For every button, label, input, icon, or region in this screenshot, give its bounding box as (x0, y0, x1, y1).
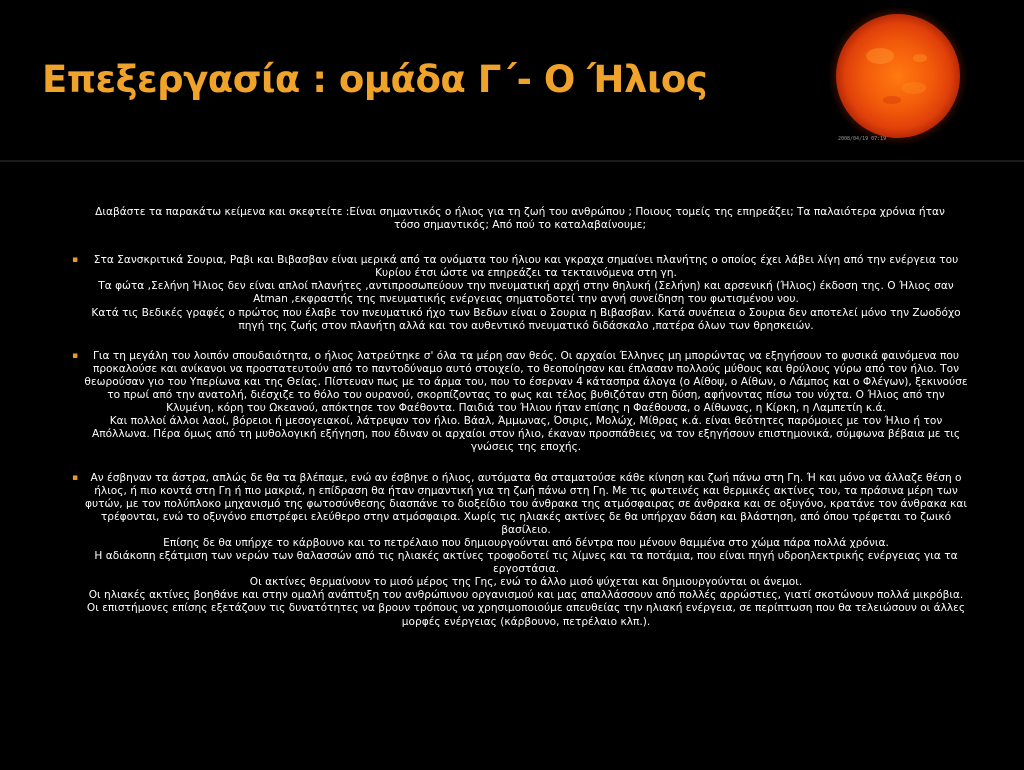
bullet-item (72, 254, 968, 333)
slide-content (72, 206, 968, 646)
slide-title: Επεξεργασία : ομάδα Γ΄- Ο Ήλιος (42, 58, 708, 101)
intro-paragraph: Διαβάστε τα παρακάτω κείμενα και σκεφτείτε :Είναι σημαντικός ο ήλιος για τη ζωή του ανθρώπου ; Ποιους τομείς της επηρεάζει; Τα παλαιότερα χρόνια ήταν τόσο σημαντικός; Από πού το καταλαβαίνουμε; (95, 206, 945, 232)
bullet-paragraph: Για τη μεγάλη του λοιπόν σπουδαιότητα, ο ήλιος λατρεύτηκε σ' όλα τα μέρη σαν θεός. Οι αρχαίοι Έλληνες μη μπορώντας να εξηγήσουν το φυσικά φαινόμενα που προκαλούσε και ανίκανοι να προστατευτούν από το παντοδύναμο αυτό στοιχείο, το θεοποίησαν και έπλασαν πολλούς μύθους και θρύλους γύρω από τον ήλιο. Τον θεωρούσαν γιο του Υπερίωνα και της Θείας. Πίστευαν πως με το άρμα του, που το έσερναν 4 κάτασπρα άλογα (ο Αίθοψ, ο Αίθων, ο Λάμπος και ο Φλέγων), ξεκινούσε το πρωί από την ανατολή, διέσχιζε το θόλο του ουρανού, σκορπίζοντας το φως και τέλος βυθιζόταν στη δύση, αφήνοντας πίσω του νύχτα. Ο Ήλιος από την Κλυμένη, κόρη του Ωκεανού, απόκτησε τον Φαέθοντα. Παιδιά του Ήλιου ήταν επίσης η Φαέθουσα, ο Αίθωνας, η Κίρκη, η Λαμπετίη κ.ά. (84, 349, 968, 415)
bullet-paragraph: Αν έσβηναν τα άστρα, απλώς δε θα τα βλέπαμε, ενώ αν έσβηνε ο ήλιος, αυτόματα θα σταματούσε κάθε κίνηση και ζωή πάνω στη Γη. Ή και μόνο να άλλαζε θέση ο ήλιος, ή πιο κοντά στη Γη ή πιο μακριά, η επίδραση θα ήταν σημαντική για τη ζωή πάνω στη Γη. Με τις φωτεινές και θερμικές ακτίνες του, τα πράσινα μέρη των φυτών, με τον πολύπλοκο μηχανισμό της φωτοσύνθεσης διασπάνε το διοξείδιο του άνθρακα της ατμόσφαιρας σε άνθρακα και σε οξυγόνο, κρατάνε τον άνθρακα και τρέφονται, ενώ το οξυγόνο επιστρέφει ελεύθερο στην ατμόσφαιρα. Χωρίς τις ηλιακές ακτίνες δε θα υπήρχαν δάση και βλάστηση, από όπου τρέφεται το ζωικό βασίλειο. (85, 471, 967, 536)
bullet-item (72, 472, 968, 629)
bullet-paragraph: Οι ακτίνες θερμαίνουν το μισό μέρος της Γης, ενώ το άλλο μισό ψύχεται και δημιουργούνται οι άνεμοι. (249, 576, 803, 589)
bullet-paragraph: Επίσης δε θα υπήρχε το κάρβουνο και το πετρέλαιο που δημιουργούνται από δέντρα που μένουν θαμμένα στο χώμα πάρα πολλά χρόνια. (163, 536, 889, 549)
bullet-icon: ▪ (72, 472, 79, 483)
sun-image (828, 8, 968, 148)
bullet-paragraph: Οι ηλιακές ακτίνες βοηθάνε και στην ομαλή ανάπτυξη του ανθρώπινου οργανισμού και μας απαλλάσσουν από πολλές αρρώστιες, γιατί σκοτώνουν πολλά μικρόβια. Οι επιστήμονες επίσης εξετάζουν τις δυνατότητες να βρουν τρόπους να χρησιμοποιούμε απευθείας την ηλιακή ενέργεια, σε περίπτωση που θα τελειώσουν οι άλλες μορφές ενέργειας (κάρβουνο, πετρέλαιο κλπ.). (86, 589, 966, 628)
bullet-icon: ▪ (72, 255, 79, 266)
bullet-paragraph: Και πολλοί άλλοι λαοί, βόρειοι ή μεσογειακοί, λάτρεψαν τον ήλιο. Βάαλ, Άμμωνας, Όσιρις, Μολώχ, Μίθρας κ.ά. είναι θεότητες παρόμοιες με τον Ήλιο ή τον Απόλλωνα. Πέρα όμως από τη μυθολογική εξήγηση, που έδιναν οι αρχαίοι στον ήλιο, έκαναν προσπάθειες να τον εξηγήσουν επιστημονικά, σύμφωνα βέβαια με τις γνώσεις της εποχής. (91, 415, 961, 454)
bullet-icon: ▪ (72, 350, 79, 361)
bullet-paragraph: Τα φώτα ,Σελήνη Ήλιος δεν είναι απλοί πλανήτες ,αντιπροσωπεύουν την πνευματική αρχή στην θηλυκή (Σελήνη) και αρσενική (Ήλιος) έκδοση της. Ο Ήλιος σαν Atman ,εκφραστής της πνευματικής ενέργειας σηματοδοτεί την αγνή συνείδηση του φωτισμένου νου. (98, 280, 954, 306)
bullet-paragraph: Η αδιάκοπη εξάτμιση των νερών των θαλασσών από τις ηλιακές ακτίνες τροφοδοτεί τις λίμνες και τα ποτάμια, που είναι πηγή υδροηλεκτρικής ενέργειας για τα εργοστάσια. (94, 550, 958, 576)
bullet-item (72, 350, 968, 455)
slide-body (0, 160, 1024, 770)
bullet-paragraph: Κατά τις Βεδικές γραφές ο πρώτος που έλαβε τον πνευματικό ήχο των Βεδων είναι ο Σουρια η Βιβασβαν. Κατά συνέπεια ο Σουρια δεν αποτελεί μόνο την Ζωοδόχο πηγή της ζωής στον πλανήτη αλλά και τον αυθεντικό πνευματικό διδάσκαλο ,πατέρα όλων των θρησκειών. (91, 306, 961, 332)
bullet-paragraph: Στα Σανσκριτικά Σουρια, Ραβι και Βιβασβαν είναι μερικά από τα ονόματα του ήλιου και γκραχα σημαίνει πλανήτης ο οποίος έχει λάβει λίγη από την ενέργεια του Κυρίου έτσι ώστε να επηρεάζει τα τεκταινόμενα στη γη. (93, 254, 959, 280)
sun-image-timestamp: 2008/04/19 07:19 (838, 136, 887, 142)
slide-header (0, 0, 1024, 160)
